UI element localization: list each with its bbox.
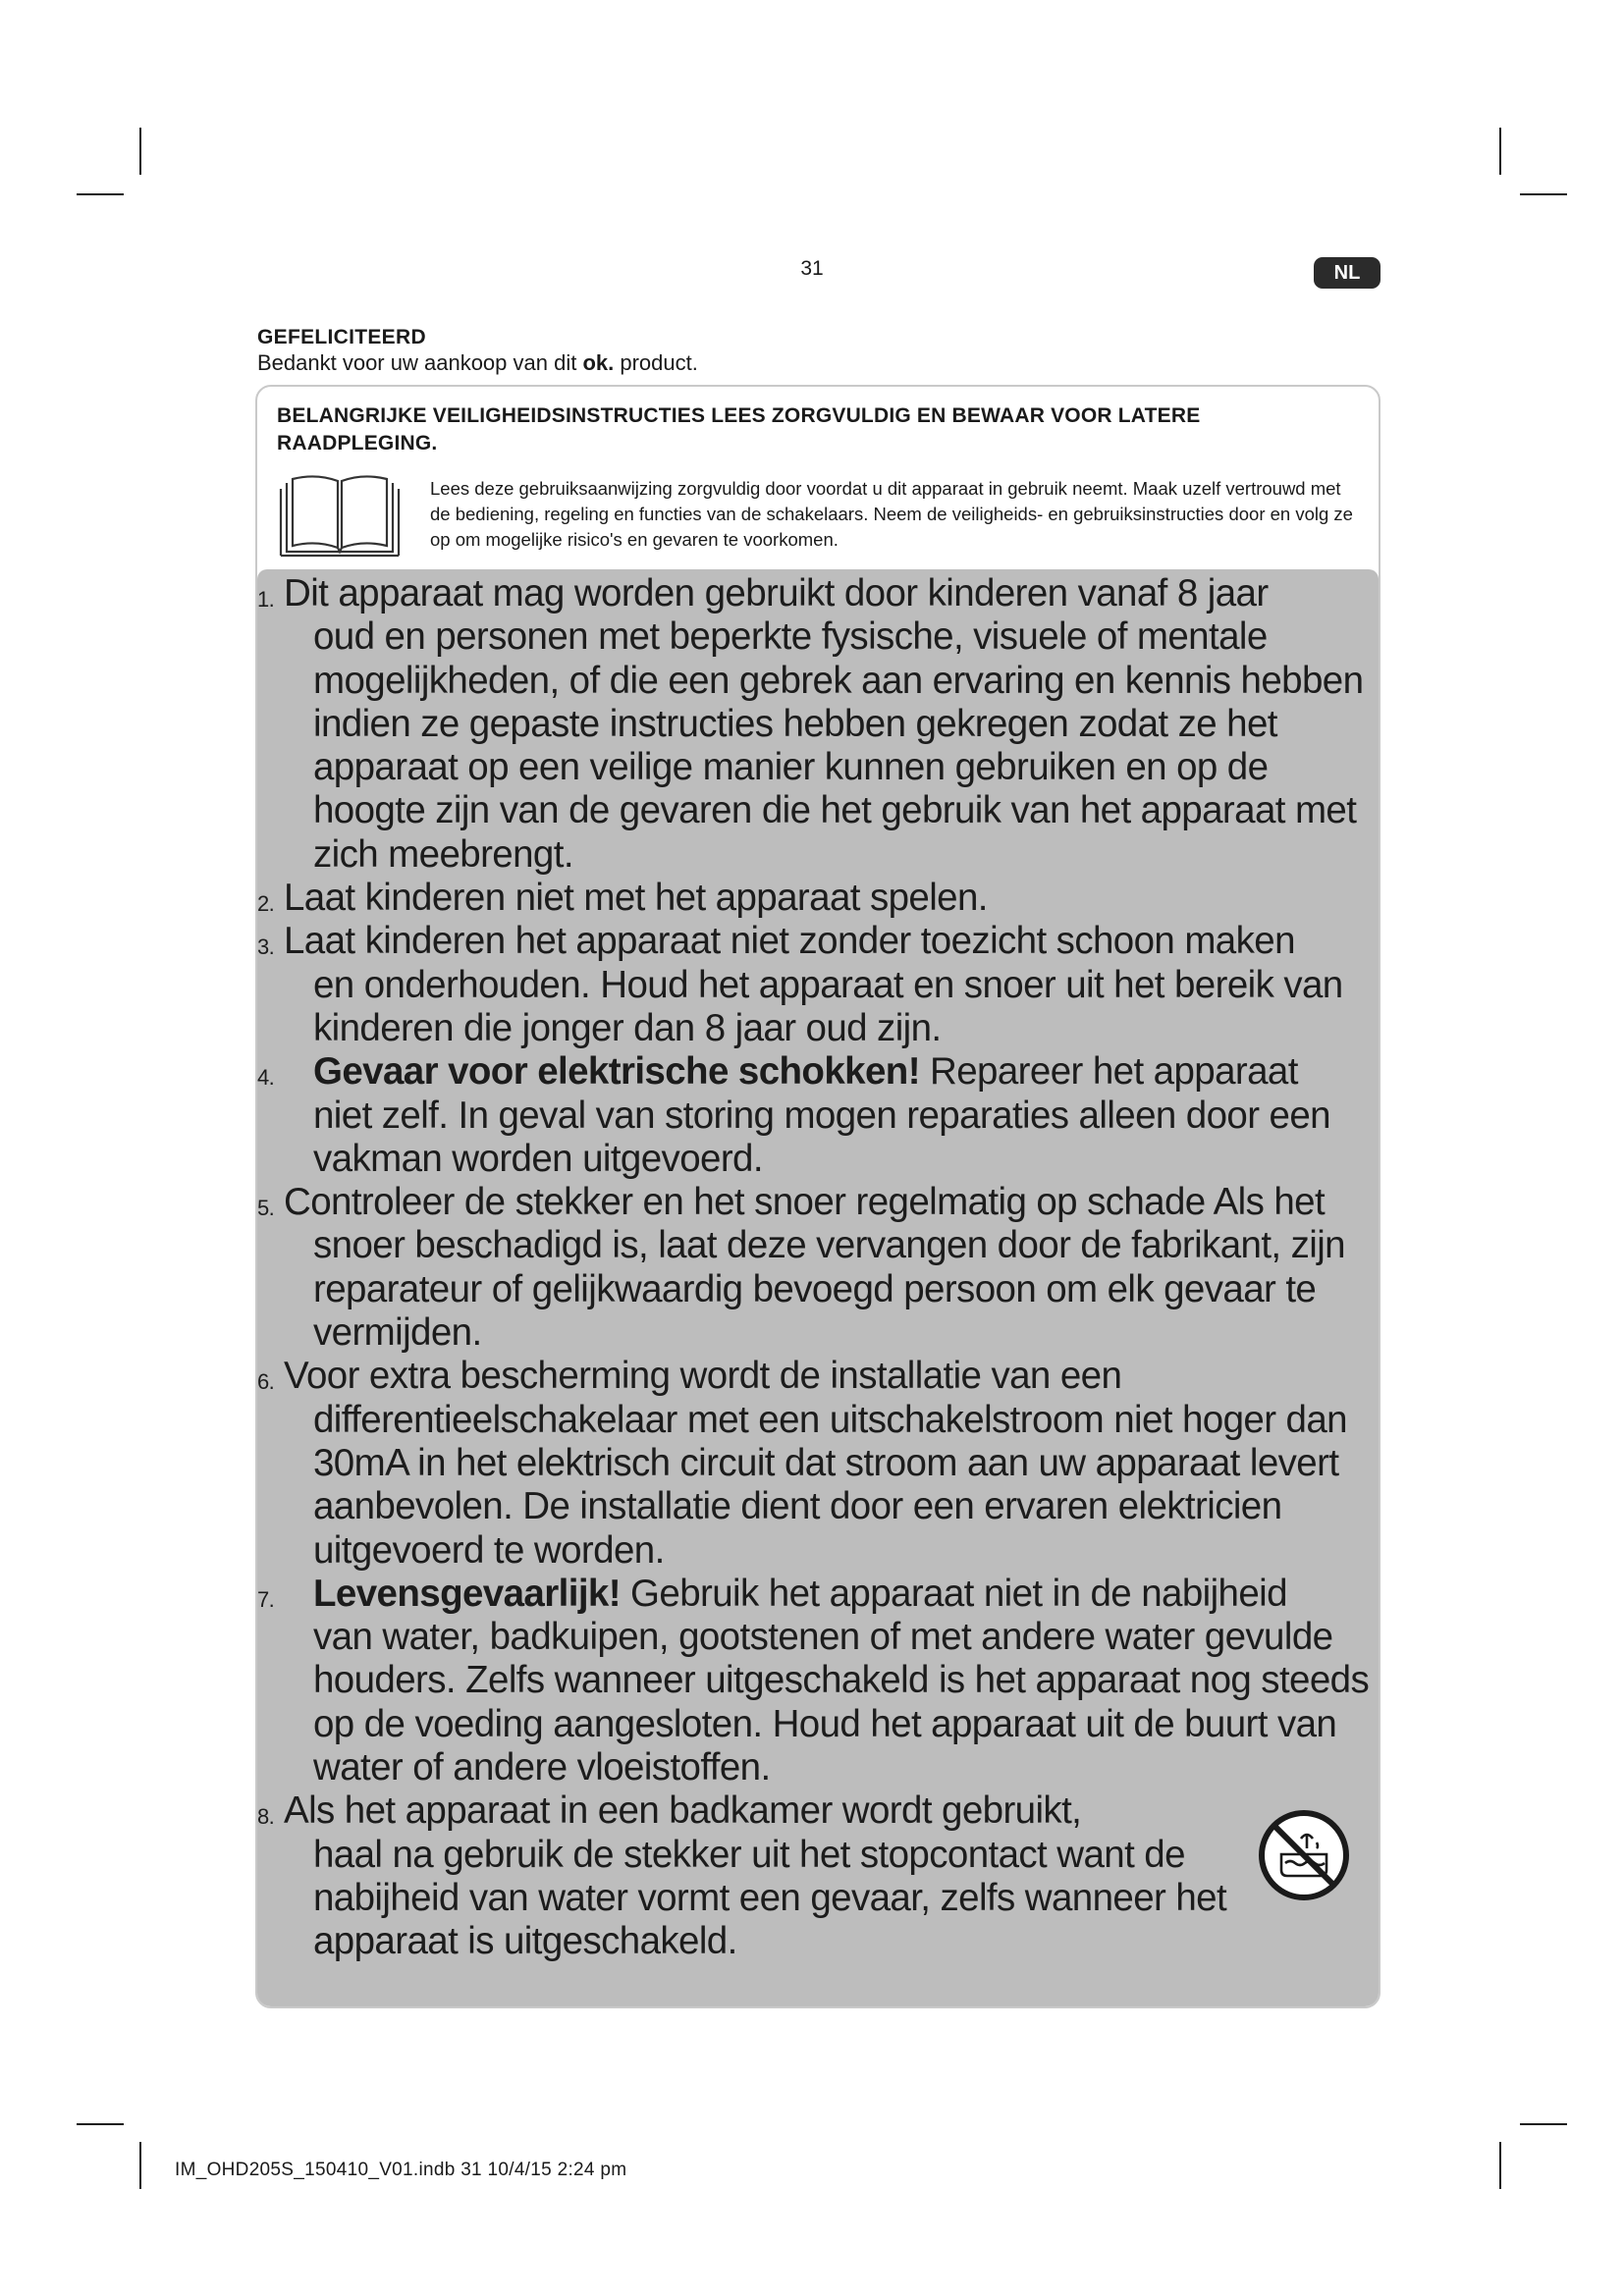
item-text: en onderhouden. Houd het apparaat en snoer uit het bereik van kinderen die jonger dan 8 jaar oud zijn.	[313, 963, 1343, 1049]
item-number: 5.	[257, 1196, 275, 1221]
crop-mark	[1520, 193, 1567, 195]
crop-mark	[1520, 2123, 1567, 2125]
crop-mark	[1499, 128, 1501, 175]
congrats-title: GEFELICITEERD	[257, 326, 426, 348]
item-text: differentieelschakelaar met een uitschakelstroom niet hoger dan 30mA in het elektrisch circuit dat stroom aan uw apparaat levert aanbevolen. De installatie dient door een ervaren elektricien uitgevoerd te worden.	[313, 1398, 1347, 1572]
item-text: niet zelf. In geval van storing mogen reparaties alleen door een vakman worden uitgevoerd.	[313, 1094, 1330, 1180]
open-book-icon	[277, 469, 403, 560]
safety-item	[257, 1789, 1379, 1963]
item-text: oud en personen met beperkte fysische, visuele of mentale mogelijkheden, of die een gebrek aan ervaring en kennis hebben indien ze gepaste instructies hebben gekregen zodat ze het apparaat op een veilige manier kunnen gebruiken en op de hoogte zijn van de gevaren die het gebruik van het apparaat met zich meebrengt.	[313, 615, 1364, 876]
item-first-line	[313, 1573, 1371, 1616]
crop-mark	[139, 128, 141, 175]
item-first-line: Laat kinderen niet met het apparaat spelen.	[284, 877, 988, 920]
safety-item	[257, 1573, 1379, 1789]
page-number: 31	[800, 257, 824, 280]
item-first-line: Laat kinderen het apparaat niet zonder toezicht schoon maken	[284, 920, 1295, 963]
file-info: IM_OHD205S_150410_V01.indb 31 10/4/15 2:24 pm	[175, 2160, 627, 2180]
item-number: 7.	[257, 1586, 275, 1612]
safety-item	[257, 1181, 1379, 1355]
safety-title: BELANGRIJKE VEILIGHEIDSINSTRUCTIES LEES ZORGVULDIG EN BEWAAR VOOR LATERE RAADPLEGING.	[277, 404, 1201, 454]
warning-label: Gevaar voor elektrische schokken!	[313, 1050, 920, 1094]
safety-item	[257, 572, 1379, 877]
crop-mark	[1499, 2142, 1501, 2189]
crop-mark	[77, 193, 124, 195]
crop-mark	[77, 2123, 124, 2125]
item-number: 4.	[257, 1065, 275, 1091]
item-number: 8.	[257, 1804, 275, 1830]
warning-label: Levensgevaarlijk!	[313, 1572, 621, 1615]
safety-item	[257, 920, 1379, 1050]
item-first-line: Als het apparaat in een badkamer wordt gebruikt,	[284, 1789, 1082, 1833]
item-text: snoer beschadigd is, laat deze vervangen door de fabrikant, zijn reparateur of gelijkwaardig bevoegd persoon om elk gevaar te vermijden.	[313, 1224, 1345, 1355]
item-first-text: Gebruik het apparaat niet in de nabijheid	[620, 1572, 1287, 1615]
item-first-line: Controleer de stekker en het snoer regelmatig op schade Als het	[284, 1181, 1326, 1224]
item-text: haal na gebruik de stekker uit het stopcontact want de nabijheid van water vormt een gevaar, zelfs wanneer het apparaat is uitgeschakeld.	[313, 1833, 1227, 1963]
crop-mark	[139, 2142, 141, 2189]
brand-name: ok.	[582, 350, 615, 375]
item-number: 1.	[257, 587, 275, 612]
safety-item	[257, 1355, 1379, 1572]
item-number: 3.	[257, 934, 275, 960]
intro-text: Lees deze gebruiksaanwijzing zorgvuldig door voordat u dit apparaat in gebruik neemt. Maak uzelf vertrouwd met de bediening, regeling en functies van de schakelaars. Neem de veiligheids- en gebruiksinstructies door en volg ze op om mogelijke risico's en gevaren te voorkomen.	[430, 478, 1353, 550]
item-first-line: Voor extra bescherming wordt de installatie van een	[284, 1355, 1122, 1398]
item-number: 6.	[257, 1369, 275, 1395]
language-badge: NL	[1314, 257, 1380, 289]
item-number: 2.	[257, 891, 275, 917]
item-text: van water, badkuipen, gootstenen of met andere water gevulde houders. Zelfs wanneer uitgeschakeld is het apparaat nog steeds op de voeding aangesloten. Houd het apparaat uit de buurt van water of andere vloeistoffen.	[313, 1616, 1370, 1789]
congrats-text-after: product.	[614, 350, 698, 375]
safety-items-list	[257, 572, 1379, 1964]
safety-item	[257, 877, 1379, 920]
item-first-line	[313, 1050, 1371, 1094]
no-water-bathtub-icon	[1258, 1809, 1350, 1901]
congrats-text-before: Bedankt voor uw aankoop van dit	[257, 350, 583, 375]
item-first-line: Dit apparaat mag worden gebruikt door kinderen vanaf 8 jaar	[284, 572, 1269, 614]
item-first-text: Repareer het apparaat	[919, 1050, 1298, 1094]
congrats-text	[257, 350, 698, 376]
safety-item	[257, 1050, 1379, 1181]
